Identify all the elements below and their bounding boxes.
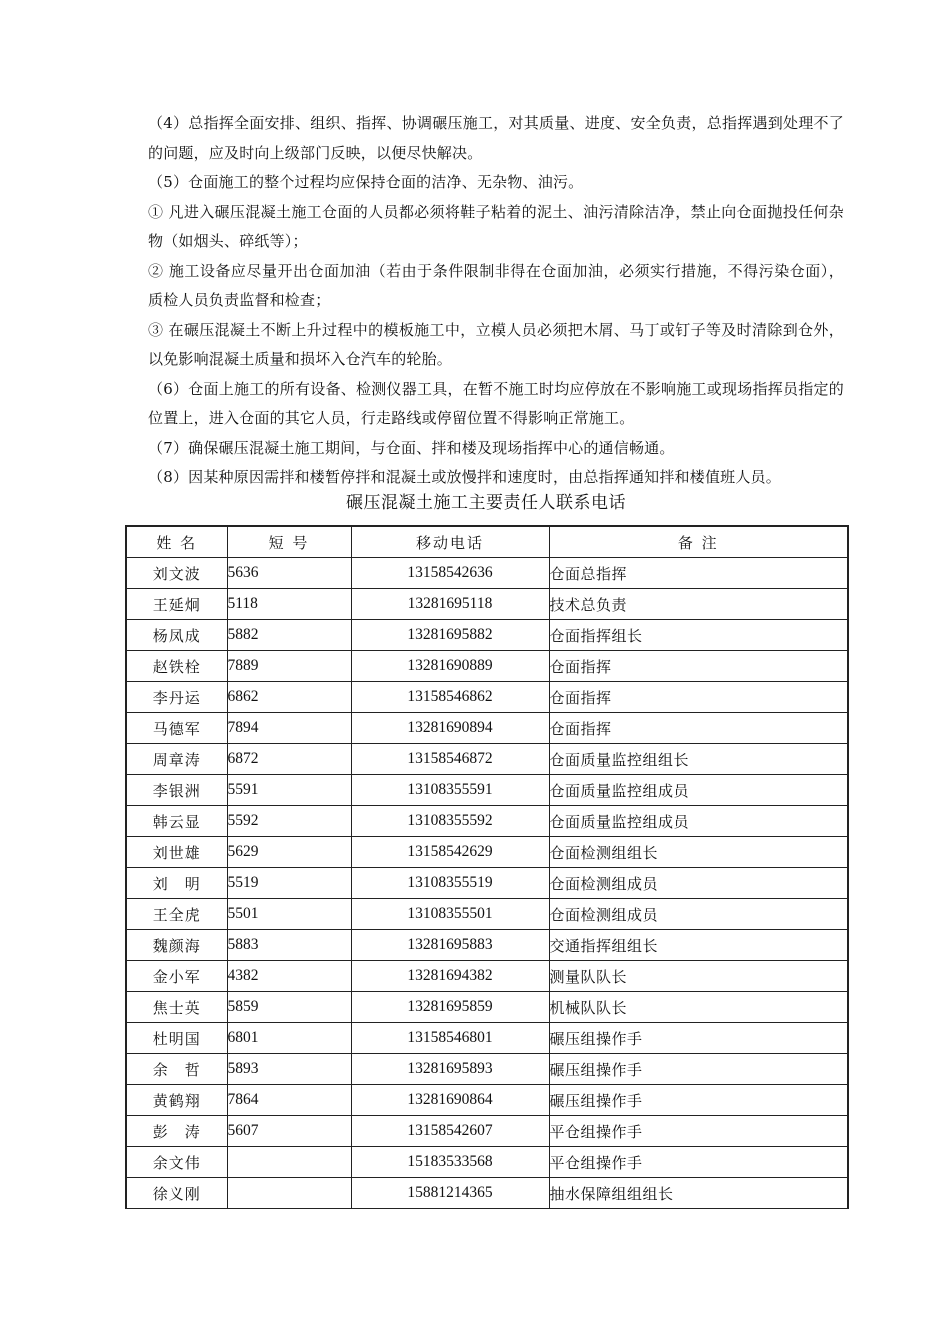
table-row — [126, 868, 848, 899]
cell-short-number: 4382 — [227, 961, 351, 992]
cell-mobile: 13108355592 — [351, 806, 549, 837]
cell-name: 赵铁栓 — [126, 651, 227, 682]
contacts-table — [125, 525, 849, 1209]
cell-short-number: 5607 — [227, 1116, 351, 1147]
paragraph-5: （5）仓面施工的整个过程均应保持仓面的洁净、无杂物、油污。 — [148, 173, 584, 191]
instruction-paragraphs — [148, 109, 844, 493]
cell-name: 黄鹤翔 — [126, 1085, 227, 1116]
cell-mobile: 13281695859 — [351, 992, 549, 1023]
cell-name: 刘 明 — [126, 868, 227, 899]
cell-note: 仓面检测组成员 — [549, 899, 848, 930]
cell-mobile: 13281690889 — [351, 651, 549, 682]
table-row — [126, 1178, 848, 1209]
cell-mobile: 13281694382 — [351, 961, 549, 992]
cell-mobile: 13281695882 — [351, 620, 549, 651]
cell-note: 仓面指挥组长 — [549, 620, 848, 651]
header-name: 姓 名 — [126, 526, 227, 558]
table-header-row — [126, 526, 848, 558]
cell-name: 周章涛 — [126, 744, 227, 775]
cell-note: 碾压组操作手 — [549, 1023, 848, 1054]
cell-note: 仓面质量监控组组长 — [549, 744, 848, 775]
table-title: 碾压混凝土施工主要责任人联系电话 — [346, 493, 626, 513]
cell-mobile: 13281690864 — [351, 1085, 549, 1116]
cell-name: 彭 涛 — [126, 1116, 227, 1147]
cell-note: 测量队队长 — [549, 961, 848, 992]
cell-short-number: 5893 — [227, 1054, 351, 1085]
cell-note: 仓面总指挥 — [549, 558, 848, 589]
table-row — [126, 930, 848, 961]
cell-mobile: 13158546862 — [351, 682, 549, 713]
cell-short-number: 5882 — [227, 620, 351, 651]
cell-note: 仓面指挥 — [549, 682, 848, 713]
table-body — [126, 558, 848, 1209]
cell-short-number: 5636 — [227, 558, 351, 589]
cell-short-number: 6862 — [227, 682, 351, 713]
cell-name: 李银洲 — [126, 775, 227, 806]
header-mobile: 移动电话 — [351, 526, 549, 558]
cell-mobile: 13158542629 — [351, 837, 549, 868]
cell-short-number: 5591 — [227, 775, 351, 806]
table-row — [126, 1023, 848, 1054]
cell-note: 仓面质量监控组成员 — [549, 806, 848, 837]
cell-mobile: 13108355501 — [351, 899, 549, 930]
cell-note: 仓面质量监控组成员 — [549, 775, 848, 806]
table-row — [126, 1116, 848, 1147]
paragraph-8: （8）因某种原因需拌和楼暂停拌和混凝土或放慢拌和速度时，由总指挥通知拌和楼值班人员。 — [148, 468, 781, 486]
cell-name: 刘文波 — [126, 558, 227, 589]
table-row — [126, 1054, 848, 1085]
paragraph-5-item-1: ① 凡进入碾压混凝土施工仓面的人员都必须将鞋子粘着的泥土、油污清除洁净，禁止向仓面抛投任何杂物（如烟头、碎纸等）； — [148, 202, 844, 250]
cell-name: 马德军 — [126, 713, 227, 744]
table-row — [126, 837, 848, 868]
cell-short-number: 7894 — [227, 713, 351, 744]
cell-name: 余 哲 — [126, 1054, 227, 1085]
cell-name: 韩云显 — [126, 806, 227, 837]
table-row — [126, 682, 848, 713]
cell-short-number — [227, 1147, 351, 1178]
paragraph-5-item-2: ② 施工设备应尽量开出仓面加油（若由于条件限制非得在仓面加油，必须实行措施，不得污染仓面），质检人员负责监督和检查； — [148, 261, 844, 309]
cell-note: 仓面检测组组长 — [549, 837, 848, 868]
table-row — [126, 1085, 848, 1116]
cell-short-number: 5501 — [227, 899, 351, 930]
table-row — [126, 651, 848, 682]
cell-short-number: 6801 — [227, 1023, 351, 1054]
cell-short-number: 5883 — [227, 930, 351, 961]
cell-name: 余文伟 — [126, 1147, 227, 1178]
cell-mobile: 13281690894 — [351, 713, 549, 744]
table-row — [126, 961, 848, 992]
cell-note: 碾压组操作手 — [549, 1054, 848, 1085]
cell-name: 金小军 — [126, 961, 227, 992]
cell-mobile: 15881214365 — [351, 1178, 549, 1209]
table-row — [126, 744, 848, 775]
cell-short-number: 7889 — [227, 651, 351, 682]
cell-note: 技术总负责 — [549, 589, 848, 620]
cell-note: 仓面指挥 — [549, 713, 848, 744]
cell-name: 徐义刚 — [126, 1178, 227, 1209]
table-row — [126, 775, 848, 806]
header-note: 备 注 — [549, 526, 848, 558]
table-row — [126, 899, 848, 930]
paragraph-6: （6）仓面上施工的所有设备、检测仪器工具，在暂不施工时均应停放在不影响施工或现场指挥员指定的位置上，进入仓面的其它人员，行走路线或停留位置不得影响正常施工。 — [148, 379, 844, 427]
cell-mobile: 15183533568 — [351, 1147, 549, 1178]
cell-mobile: 13158542636 — [351, 558, 549, 589]
table-row — [126, 558, 848, 589]
cell-mobile: 13158546872 — [351, 744, 549, 775]
cell-short-number: 5592 — [227, 806, 351, 837]
cell-mobile: 13158542607 — [351, 1116, 549, 1147]
cell-note: 平仓组操作手 — [549, 1116, 848, 1147]
cell-note: 平仓组操作手 — [549, 1147, 848, 1178]
cell-short-number: 5629 — [227, 837, 351, 868]
cell-note: 仓面检测组成员 — [549, 868, 848, 899]
cell-short-number: 5519 — [227, 868, 351, 899]
cell-name: 王延炯 — [126, 589, 227, 620]
paragraph-7: （7）确保碾压混凝土施工期间，与仓面、拌和楼及现场指挥中心的通信畅通。 — [148, 438, 675, 457]
cell-short-number — [227, 1178, 351, 1209]
cell-short-number: 5118 — [227, 589, 351, 620]
cell-note: 交通指挥组组长 — [549, 930, 848, 961]
paragraph-5-item-3: ③ 在碾压混凝土不断上升过程中的模板施工中，立模人员必须把木屑、马丁或钉子等及时清除到仓外，以免影响混凝土质量和损坏入仓汽车的轮胎。 — [148, 320, 844, 368]
header-short-number: 短 号 — [227, 526, 351, 558]
cell-short-number: 6872 — [227, 744, 351, 775]
table-row — [126, 1147, 848, 1178]
cell-note: 碾压组操作手 — [549, 1085, 848, 1116]
cell-mobile: 13108355591 — [351, 775, 549, 806]
table-row — [126, 992, 848, 1023]
cell-name: 王全虎 — [126, 899, 227, 930]
cell-mobile: 13281695118 — [351, 589, 549, 620]
table-row — [126, 713, 848, 744]
cell-note: 机械队队长 — [549, 992, 848, 1023]
table-row — [126, 620, 848, 651]
cell-note: 抽水保障组组组长 — [549, 1178, 848, 1209]
cell-note: 仓面指挥 — [549, 651, 848, 682]
cell-name: 杜明国 — [126, 1023, 227, 1054]
cell-name: 焦士英 — [126, 992, 227, 1023]
paragraph-4: （4）总指挥全面安排、组织、指挥、协调碾压施工，对其质量、进度、安全负责，总指挥遇到处理不了的问题，应及时向上级部门反映，以便尽快解决。 — [148, 114, 844, 162]
cell-mobile: 13281695883 — [351, 930, 549, 961]
cell-mobile: 13281695893 — [351, 1054, 549, 1085]
cell-name: 杨凤成 — [126, 620, 227, 651]
cell-short-number: 7864 — [227, 1085, 351, 1116]
cell-short-number: 5859 — [227, 992, 351, 1023]
cell-mobile: 13158546801 — [351, 1023, 549, 1054]
cell-name: 李丹运 — [126, 682, 227, 713]
table-row — [126, 589, 848, 620]
cell-name: 刘世雄 — [126, 837, 227, 868]
cell-name: 魏颜海 — [126, 930, 227, 961]
table-row — [126, 806, 848, 837]
cell-mobile: 13108355519 — [351, 868, 549, 899]
